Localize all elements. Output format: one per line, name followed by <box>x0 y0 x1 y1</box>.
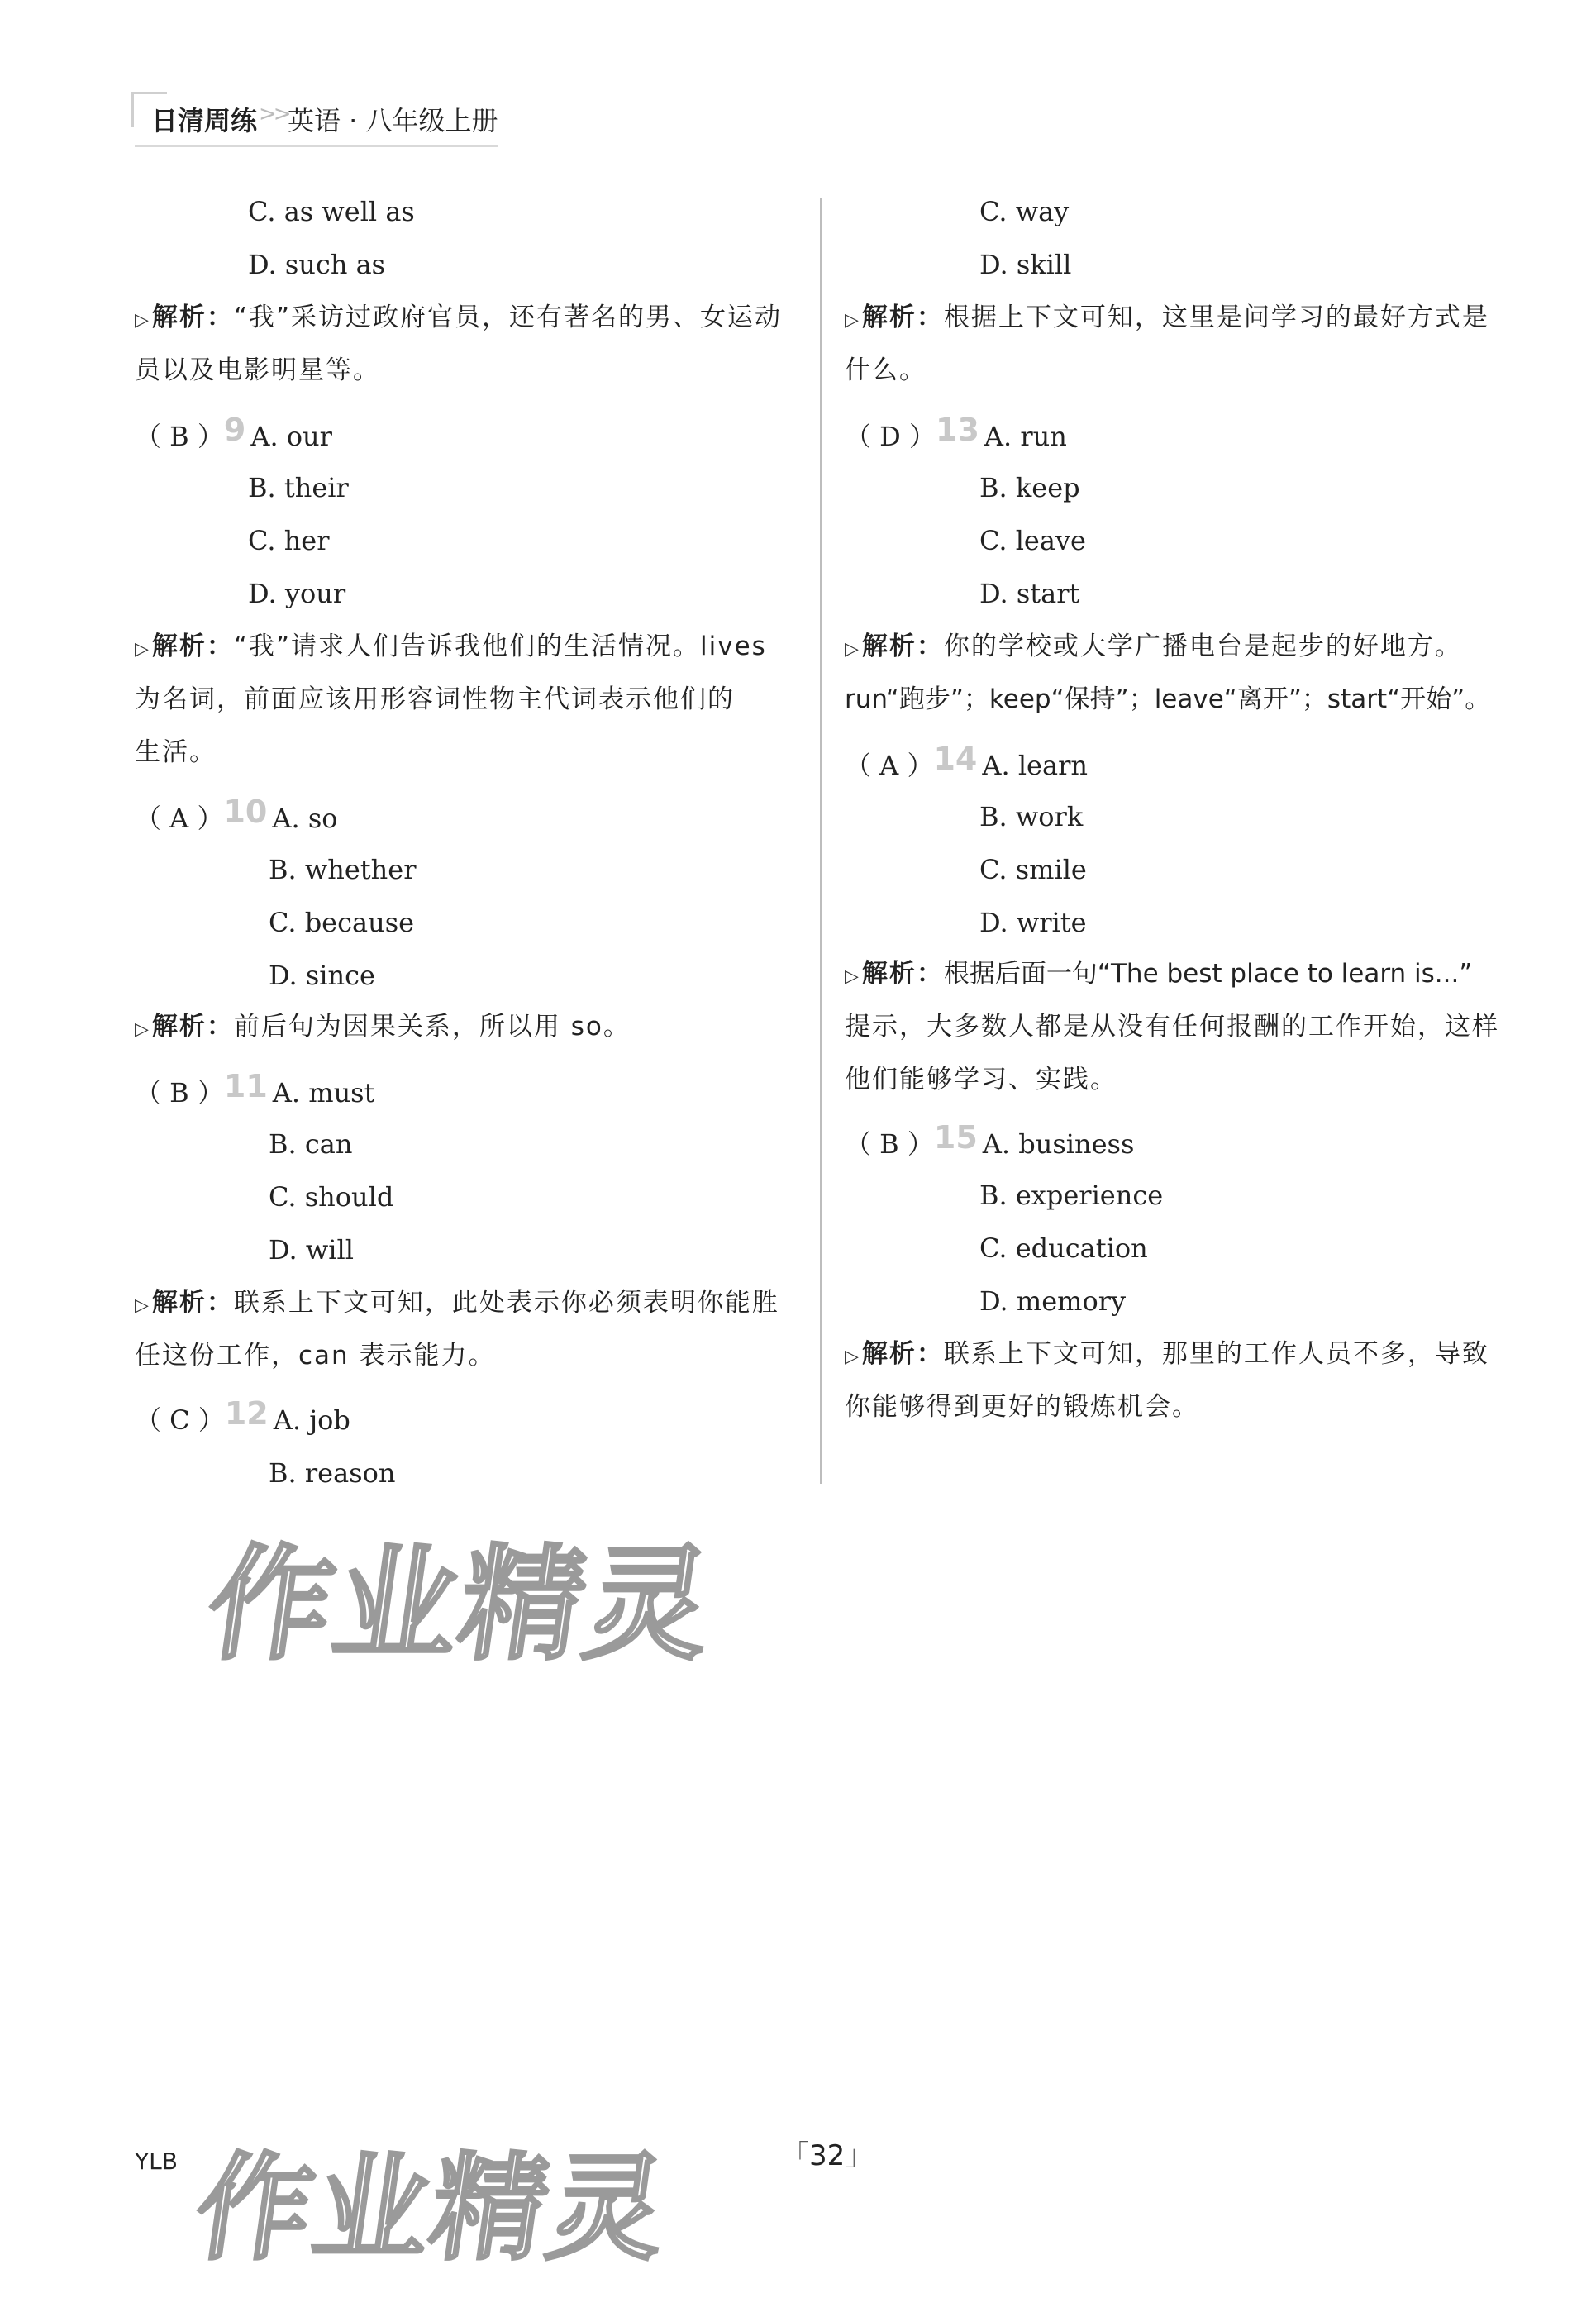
option-a-13: A. run <box>984 421 1067 452</box>
analysis-label: 解析： <box>861 303 944 332</box>
answer-9: （ B ） <box>135 421 224 452</box>
footer-code: YLB <box>135 2148 178 2175</box>
analysis-label: 解析： <box>151 1012 234 1042</box>
watermark-bottom: 作业精灵 <box>187 2142 676 2276</box>
option-a-10: A. so <box>272 803 338 834</box>
analysis-triangle-icon: ▷ <box>845 1347 860 1367</box>
analysis-9-line-3: 生活。 <box>135 737 217 767</box>
option-d-9: D. your <box>248 578 346 609</box>
option-c-15: C. education <box>979 1232 1148 1264</box>
analysis-10-line-1 <box>135 1010 631 1046</box>
answer-13: （ D ） <box>845 421 936 452</box>
option-c-8: C. as well as <box>248 196 415 227</box>
question-13 <box>845 412 1067 453</box>
header-subject: 英语 · 八年级上册 <box>288 105 498 136</box>
option-d-10: D. since <box>269 960 375 991</box>
analysis-11-line-1 <box>135 1286 779 1323</box>
analysis-13-line-2: run“跑步”；keep“保持”；leave“离开”；start“开始”。 <box>845 684 1491 714</box>
analysis-label: 解析： <box>861 1339 944 1369</box>
analysis-triangle-icon: ▷ <box>845 639 860 660</box>
answer-15: （ B ） <box>845 1128 934 1160</box>
question-14 <box>845 741 1088 782</box>
analysis-13-line-1 <box>845 630 1462 666</box>
option-a-11: A. must <box>272 1077 375 1108</box>
page-bracket-right: 」 <box>845 2139 874 2172</box>
analysis-8-line-2: 员以及电影明星等。 <box>135 355 380 385</box>
question-number-10: 10 <box>223 794 268 830</box>
analysis-text: “我”采访过政府官员，还有著名的男、女运动 <box>233 303 783 332</box>
column-divider <box>820 198 822 1484</box>
option-b-15: B. experience <box>979 1180 1164 1211</box>
option-b-13: B. keep <box>979 472 1080 503</box>
question-number-11: 11 <box>223 1068 268 1104</box>
answer-10: （ A ） <box>135 803 224 834</box>
option-b-11: B. can <box>269 1128 353 1160</box>
analysis-text: 你的学校或大学广播电台是起步的好地方。 <box>943 632 1462 661</box>
analysis-triangle-icon: ▷ <box>845 966 860 987</box>
analysis-14-line-3: 他们能够学习、实践。 <box>845 1065 1117 1094</box>
analysis-text: 根据上下文可知，这里是问学习的最好方式是 <box>943 303 1489 332</box>
answer-12: （ C ） <box>135 1404 225 1436</box>
question-15 <box>845 1119 1135 1161</box>
header-arrows-icon: >> <box>259 102 288 126</box>
analysis-12-line-1 <box>845 301 1489 337</box>
question-number-15: 15 <box>933 1119 978 1156</box>
option-c-10: C. because <box>269 907 415 938</box>
analysis-label: 解析： <box>861 959 944 989</box>
question-11 <box>135 1068 375 1109</box>
analysis-14-line-2: 提示，大多数人都是从没有任何报酬的工作开始，这样 <box>845 1012 1499 1042</box>
option-d-12: D. skill <box>979 249 1072 280</box>
watermark-middle: 作业精灵 <box>198 1533 722 1677</box>
page-header <box>135 95 498 147</box>
analysis-triangle-icon: ▷ <box>135 1295 150 1316</box>
question-number-13: 13 <box>936 412 979 448</box>
analysis-label: 解析： <box>151 303 234 332</box>
question-number-9: 9 <box>223 412 246 448</box>
analysis-15-line-1 <box>845 1337 1489 1374</box>
option-d-13: D. start <box>979 578 1080 609</box>
option-c-9: C. her <box>248 525 330 556</box>
page-number-value: 32 <box>809 2139 846 2172</box>
option-b-10: B. whether <box>269 854 417 885</box>
option-a-12: A. job <box>273 1404 350 1436</box>
analysis-text: “我”请求人们告诉我他们的生活情况。lives <box>233 632 767 661</box>
option-b-12: B. reason <box>269 1457 396 1489</box>
analysis-label: 解析： <box>861 632 944 661</box>
analysis-text: 联系上下文可知，此处表示你必须表明你能胜 <box>233 1288 779 1318</box>
analysis-9-line-2: 为名词，前面应该用形容词性物主代词表示他们的 <box>135 684 735 714</box>
option-c-11: C. should <box>269 1181 394 1213</box>
option-d-14: D. write <box>979 907 1087 938</box>
option-b-14: B. work <box>979 801 1084 832</box>
analysis-9-line-1 <box>135 630 767 666</box>
option-b-9: B. their <box>248 472 349 503</box>
analysis-triangle-icon: ▷ <box>135 1019 150 1040</box>
question-12 <box>135 1395 350 1437</box>
analysis-11-line-2: 任这份工作，can 表示能力。 <box>135 1341 496 1371</box>
analysis-label: 解析： <box>151 632 234 661</box>
analysis-triangle-icon: ▷ <box>845 310 860 331</box>
analysis-text: 前后句为因果关系，所以用 so。 <box>233 1012 631 1042</box>
question-10 <box>135 794 338 835</box>
question-number-12: 12 <box>224 1395 269 1432</box>
analysis-text: 联系上下文可知，那里的工作人员不多，导致 <box>943 1339 1489 1369</box>
analysis-label: 解析： <box>151 1288 234 1318</box>
analysis-12-line-2: 什么。 <box>845 355 927 385</box>
header-brand: 日清周练 <box>151 105 258 136</box>
option-d-15: D. memory <box>979 1285 1127 1317</box>
option-d-8: D. such as <box>248 249 386 280</box>
option-a-15: A. business <box>982 1128 1135 1160</box>
analysis-text: 根据后面一句“The best place to learn is...” <box>943 959 1473 989</box>
analysis-8-line-1 <box>135 301 782 337</box>
page-number <box>781 2133 873 2173</box>
analysis-14-line-1 <box>845 957 1472 994</box>
question-number-14: 14 <box>933 741 978 777</box>
question-9 <box>135 412 332 453</box>
option-c-14: C. smile <box>979 854 1087 885</box>
option-a-14: A. learn <box>982 750 1088 781</box>
option-c-12: C. way <box>979 196 1070 227</box>
analysis-triangle-icon: ▷ <box>135 639 150 660</box>
answer-11: （ B ） <box>135 1077 224 1108</box>
answer-14: （ A ） <box>845 750 934 781</box>
option-d-11: D. will <box>269 1234 354 1266</box>
option-c-13: C. leave <box>979 525 1086 556</box>
option-a-9: A. our <box>250 421 332 452</box>
page-bracket-left: 「 <box>781 2139 809 2172</box>
analysis-triangle-icon: ▷ <box>135 310 150 331</box>
analysis-15-line-2: 你能够得到更好的锻炼机会。 <box>845 1392 1199 1422</box>
